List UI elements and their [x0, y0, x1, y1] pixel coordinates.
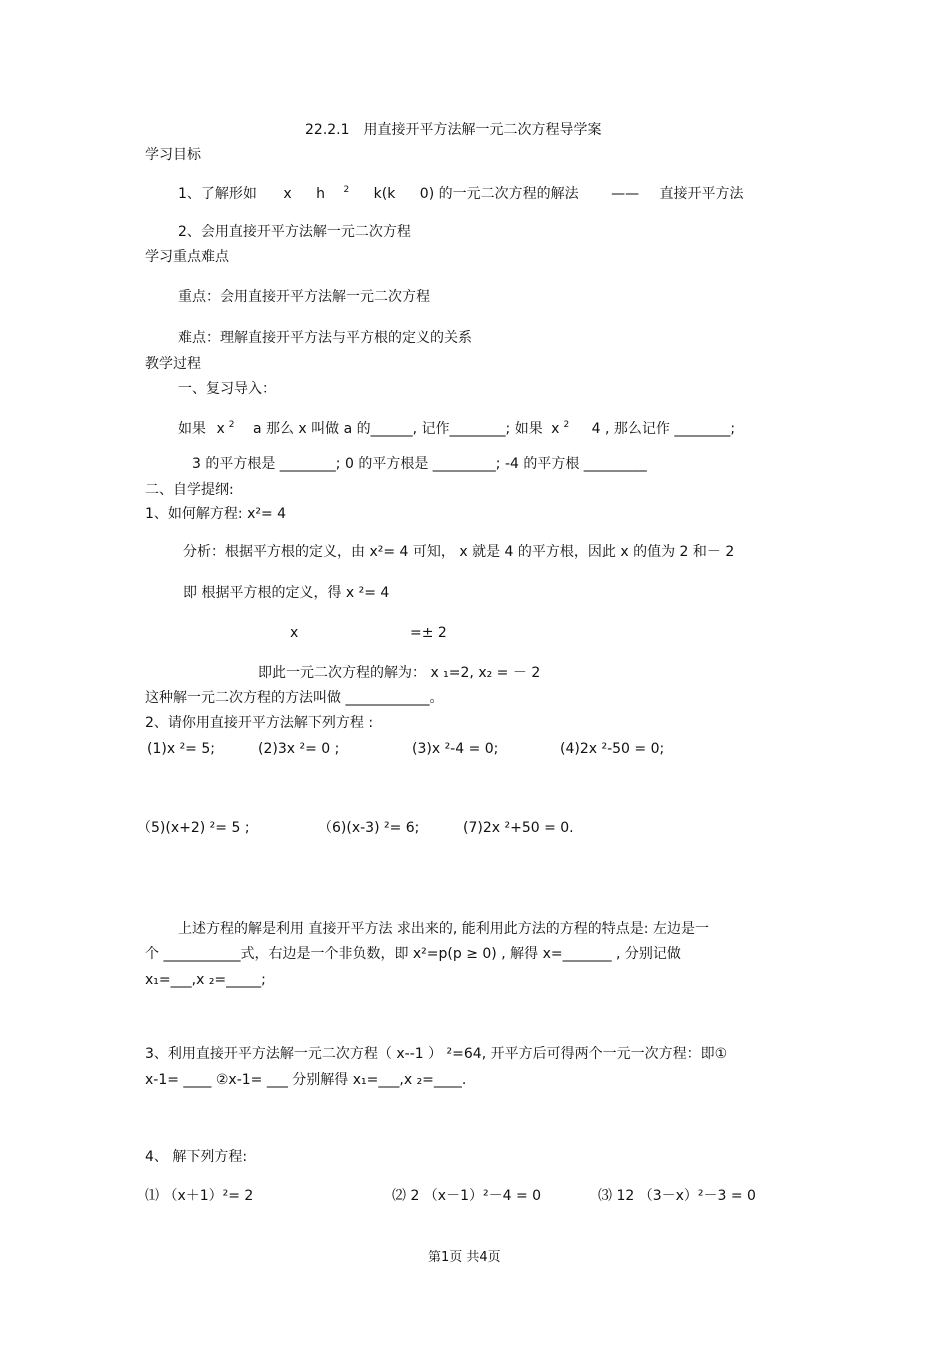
goal-2: 2、会用直接开平方法解一元二次方程	[178, 224, 411, 240]
review-x2: x	[551, 421, 560, 437]
q4-item-2: ⑵ 2 （x－1）²－4 = 0	[392, 1188, 542, 1204]
question-1-method: 这种解一元二次方程的方法叫做 ____________。	[145, 690, 444, 706]
question-2: 2、请你用直接开平方法解下列方程 :	[145, 715, 374, 731]
goal1-sup: 2	[343, 185, 350, 195]
self-study-heading: 二、自学提纲:	[145, 482, 234, 498]
q2-item-4: (4)2x ²-50 = 0;	[560, 741, 665, 757]
goal1-suffix: 的一元二次方程的解法	[438, 186, 579, 202]
question-1-solution: 即此一元二次方程的解为： x ₁=2, x₂ = － 2	[258, 665, 541, 681]
summary-line-2: 个 ___________式，右边是一个非负数，即 x²=p(p ≥ 0) , 解得 x=_______ , 分别记做	[145, 946, 681, 962]
summary-line-1: 上述方程的解是利用 直接开平方法 求出来的, 能利用此方法的方程的特点是: 左边是一	[178, 921, 709, 937]
page-title: 22.2.1 用直接开平方法解一元二次方程导学案	[305, 122, 602, 138]
q2-item-3: (3)x ²-4 = 0;	[412, 741, 499, 757]
q2-item-7: (7)2x ²+50 = 0.	[463, 820, 574, 836]
question-1-then: 即 根据平方根的定义，得 x ²= 4	[183, 585, 390, 601]
question-1-x: x	[290, 625, 299, 641]
q2-item-2: (2)3x ²= 0 ;	[258, 741, 340, 757]
goal1-x: x	[283, 186, 292, 202]
heading-process: 教学过程	[145, 356, 201, 372]
question-1-analysis: 分析：根据平方根的定义，由 x²= 4 可知， x 就是 4 的平方根，因此 x 的值为 2 和－ 2	[183, 544, 735, 560]
q4-item-3: ⑶ 12 （3－x）²－3 = 0	[598, 1188, 756, 1204]
q4-item-1: ⑴ （x＋1）²= 2	[145, 1188, 254, 1204]
question-4: 4、 解下列方程:	[145, 1149, 248, 1165]
key-point: 重点：会用直接开平方法解一元二次方程	[178, 289, 430, 305]
review-sup: 2	[228, 420, 235, 430]
review-d: , 那么记作 ________;	[605, 421, 736, 437]
question-1: 1、如何解方程: x²= 4	[145, 506, 287, 522]
summary-line-3: x₁=___,x ₂=_____;	[145, 972, 266, 988]
goal1-method: 直接开平方法	[659, 186, 744, 202]
heading-keypoints: 学习重点难点	[145, 249, 229, 265]
review-a: 如果	[178, 421, 206, 437]
goal1-h: h	[316, 186, 325, 202]
goal1-dash: ——	[611, 186, 640, 202]
review-sup2: 2	[563, 420, 570, 430]
q2-item-1: (1)x ²= 5;	[147, 741, 215, 757]
goal1-prefix: 1、了解形如	[178, 186, 257, 202]
q2-item-6: （6)(x-3) ²= 6;	[318, 820, 420, 836]
goal-1	[178, 185, 744, 205]
review-line-2: 3 的平方根是 ________; 0 的平方根是 _________; -4 的平方根 _________	[192, 456, 647, 472]
review-line-1	[178, 420, 735, 440]
page-footer: 第1页 共4页	[428, 1250, 501, 1265]
review-c: 4	[591, 421, 601, 437]
difficult-point: 难点：理解直接开平方法与平方根的定义的关系	[178, 330, 472, 346]
review-heading: 一、复习导入：	[178, 381, 276, 397]
question-3-line-1: 3、利用直接开平方法解一元二次方程（ x--1 ） ²=64, 开平方后可得两个一元一次方程：即①	[145, 1046, 728, 1062]
question-1-pm: =± 2	[410, 625, 447, 641]
goal1-zero: 0)	[419, 186, 435, 202]
review-x: x	[216, 421, 225, 437]
heading-goals: 学习目标	[145, 147, 201, 163]
goal1-k: k(k	[373, 186, 396, 202]
question-3-line-2: x-1= ____ ②x-1= ___ 分别解得 x₁=___,x ₂=____.	[145, 1072, 467, 1088]
review-b: a 那么 x 叫做 a 的______, 记作________; 如果	[252, 421, 543, 437]
q2-item-5: （5)(x+2) ²= 5 ;	[137, 820, 250, 836]
